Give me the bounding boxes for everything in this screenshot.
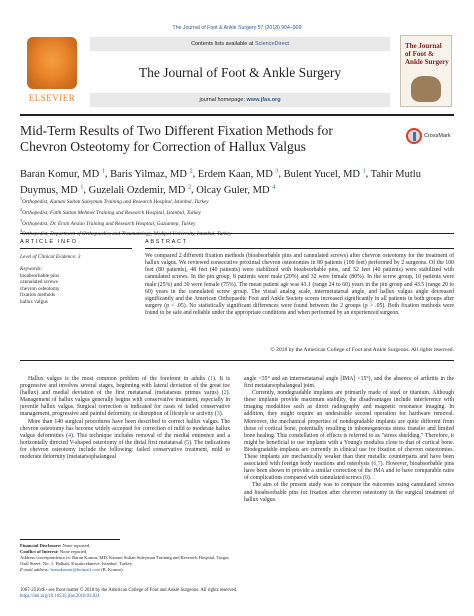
bottom-note [20, 588, 454, 600]
author-name: Bulent Yucel, MD $^1$ [283, 168, 366, 180]
masthead-rule [20, 114, 454, 116]
homepage-prefix: journal homepage: [199, 97, 247, 103]
citation-link[interactable]: 8 [365, 475, 368, 482]
email-line: E-mail address: barankomur@hotmail.com (B. Komur). [20, 567, 124, 572]
citation-link[interactable]: 5 [186, 439, 190, 446]
abstract-bottom-rule [20, 360, 454, 361]
author-affiliation-mark[interactable]: 1 [101, 168, 105, 174]
citation-link[interactable]: 1 [210, 376, 214, 382]
author-affiliation-mark[interactable]: 2 [187, 184, 191, 190]
article-title: Mid-Term Results of Two Different Fixation Methods for Chevron Osteotomy for Correction of Hallux Valgus [20, 123, 333, 154]
level-of-evidence: Level of Clinical Evidence: 3 [20, 254, 81, 260]
publisher-name: ELSEVIER [28, 93, 76, 103]
crossmark-label: CrossMark [424, 133, 451, 139]
body-paragraph: Hallux valgus is the most common problem of the forefront in adults (1). It is progressive and involves several stages, beginning with lateral deviation of the great toe (hallux) and medial deviation of the first metatarsal (metatarsus primus varus) (2). Management of hallux valgus generally begins with conservative treatment, especially in juvenile hallux valgus. Surgical correction is indicated for cases of failed conservative management, progressive and painful deformity, or disruption of lifestyle or activity (3). [20, 376, 231, 418]
author-name: Tahir Mutlu Duymus, MD $^1$ [20, 168, 421, 196]
financial-disclosure: Financial Disclosure: None reported. [20, 543, 91, 548]
front-matter-line: 1067-2516/$ - see front matter © 2018 by the American College of Foot and Ankle Surgeons. All rights reserved. [20, 588, 238, 593]
elsevier-tree-icon [27, 37, 77, 89]
foot-illustration-icon [411, 76, 441, 102]
author-name: Olcay Guler, MD $^4$ [196, 184, 276, 196]
body-paragraph: More than 140 surgical procedures have been described to correct hallux valgus. The chevron osteotomy has become widely accepted for correction of mild to moderate hallux valgus deformities (4). This technique includes removal of the medial eminence and a horizontally directed V-shaped osteotomy of the distal first metatarsal (5). The indications for chevron osteotomy include the following: failed conservative treatment, mild to moderate deformity (metatarsophalangeal [20, 418, 230, 461]
article-info-rule [20, 248, 132, 249]
body-paragraph: angle <35° and an intermetatarsal angle [IMA] <15°), and the absence of arthritis in the first metatarsophalangeal joint. [244, 376, 454, 390]
author-list: Baran Komur, MD $^1$, Baris Yilmaz, MD $^2$, Erdem Kaan, MD $^3$, Bulent Yucel, MD $^1$, Tahir Mutlu Duymus, MD $^1$, Guzelali Ozdemir, MD $^2$, Olcay Guler, MD $^4$ [20, 168, 421, 196]
affiliation-item: $^3$Orthopedist, Dr. Ersin Arslan Training and Research Hospital, Gaziantep, Turkey [20, 217, 196, 227]
abstract-heading: ABSTRACT [145, 239, 188, 245]
keywords-block [20, 266, 132, 306]
author-affiliation-mark[interactable]: 3 [275, 168, 279, 174]
body-paragraph: The aim of the present study was to compare the outcomes using cannulated screws and bioabsorbable pins for fixation after chevron osteotomy in the surgical treatment of hallux valgus. [244, 482, 454, 503]
sciencedirect-link[interactable]: ScienceDirect [254, 41, 289, 47]
copyright-line: © 2018 by the American College of Foot and Ankle Surgeons. All rights reserved. [270, 347, 454, 353]
body-left-column [20, 376, 230, 461]
citation-link[interactable]: 3 [216, 411, 220, 418]
keyword-item: cannulated screws [20, 279, 58, 286]
keyword-item: fixation methods [20, 292, 56, 299]
contents-bar [90, 37, 390, 51]
author-affiliation-mark[interactable]: 2 [189, 168, 193, 174]
body-paragraph: Currently, nondegradable implants are primarily made of steel or titanium. Although these implants provide maximum stability, the disadvantages include interference with imaging modalities such as direct radiography and magnetic resonance imaging. In addition, they might require an undesirable second operation for hardware removal. Moreover, the mechanical properties of nondegradable implants are quite different from those of cortical bone, potentially resulting in inhomogeneous stress transfer and limited bone healing. This constellation of effects is referred to as "stress shielding." Therefore, it might be beneficial to use implants with a Young's modulus close to that of cortical bone. Biodegradable implants are currently in clinical use for fixation of chevron osteotomies. These implants are mechanically weaker than their metallic counterparts and have been associated with foreign body reactions and osteolysis (6,7). However, bioabsorbable pins have been shown to provide a similar correction of the IMA and to have comparable rates of complications compared with cannulated screws (8). [244, 390, 454, 482]
title-band [90, 35, 390, 111]
keyword-item: bioabsorbable pins [20, 272, 60, 279]
affiliation-item: $^2$Orthopedist, Fatih Sultan Mehmet Training and Research Hospital, Istanbul, Turkey [20, 206, 202, 216]
homepage-bar [90, 93, 390, 107]
author-name: Baran Komur, MD $^1$ [20, 168, 105, 180]
running-head: The Journal of Foot & Ankle Surgery 57 (2018) 904–909 [172, 25, 302, 31]
citation-link[interactable]: 2 [223, 390, 227, 397]
homepage-link[interactable]: www.jfas.org [246, 97, 281, 103]
keyword-list [20, 273, 132, 306]
journal-name: The Journal of Foot & Ankle Surgery [138, 65, 342, 80]
citation-link[interactable]: 6,7 [373, 461, 381, 468]
author-affiliation-mark[interactable]: 4 [272, 184, 276, 190]
crossmark[interactable] [406, 125, 454, 149]
journal-cover [400, 35, 452, 107]
affiliation-item: $^4$Orthopedist, Department of Orthopaedics and Traumatology, Medipol University, Istanbul, Turkey [20, 228, 232, 238]
header-rule [20, 233, 454, 234]
keyword-item: hallux valgus [20, 298, 48, 305]
keywords-label: Keywords: [20, 266, 43, 272]
email-link[interactable]: barankomur@hotmail.com [50, 567, 100, 572]
conflict-of-interest: Conflict of Interest: None reported. [20, 549, 88, 554]
affiliation-list [20, 195, 454, 238]
footnotes [20, 543, 230, 573]
author-name: Erdem Kaan, MD $^3$ [197, 168, 279, 180]
abstract-text: We compared 2 different fixation methods (bioabsorbable pins and cannulated screws) after chevron osteotomy for the treatment of hallux valgus. We reviewed consecutive proximal chevron osteotomies in 80 patients (100 feet) performed by 2 surgeons. Of the 100 feet (80 patients), 48 feet (40 patients) were stabilized with bioabsorbable pins, and 52 feet (40 patients) were stabilized with cannulated screws. In the pin group, 8 patients were male (20%) and 32 were female (80%). In the screw group, 10 patients were male (25%) and 30 were female (75%). The mean patient age was 43.1 (range 24 to 60) years in the pin group and 43.5 (range 20 to 60) years in the cannulated screw group. The visual analog scale, intermetatarsal angle, and hallux valgus angle decreased significantly and the American Orthopaedic Foot and Ankle Society scores increased significantly in all patients in both groups after surgery (p < .05). No statistically significant differences were found between the 2 groups (p > .05). Both fixation methods were found to be safe and reliable under the appropriate conditions and when performed by an experienced surgeon. [145, 253, 454, 317]
elsevier-logo [20, 37, 84, 107]
masthead [20, 35, 454, 112]
author-affiliation-mark[interactable]: 1 [80, 184, 84, 190]
author-affiliation-mark[interactable]: 1 [362, 168, 366, 174]
footnote-rule [20, 539, 120, 540]
correspondence-address: Address correspondence to: Baran Komur, MD, Kanuni Sultan Suleyman Training and Research Hospital, Turgut Ozal Street, No: 1, Halkali, Kucukcekmece, Istanbul, Turkey. [20, 555, 229, 566]
author-name: Guzelali Ozdemir, MD $^2$ [88, 184, 191, 196]
affiliation-item: $^1$Orthopedist, Kanuni Sultan Suleyman Training and Research Hospital, Istanbul, Turkey [20, 196, 209, 205]
citation-link[interactable]: 4 [68, 432, 71, 439]
keyword-item: chevron osteotomy [20, 285, 60, 292]
contents-prefix: Contents lists available at [191, 41, 255, 47]
doi-link[interactable]: https://doi.org/10.1053/j.jfas.2018.03.021 [20, 594, 100, 599]
body-right-column [244, 376, 454, 504]
cover-title: The Journal of Foot & Ankle Surgery [405, 42, 449, 66]
abstract-rule [145, 248, 454, 249]
crossmark-icon [406, 128, 422, 144]
author-name: Baris Yilmaz, MD $^2$ [110, 168, 193, 180]
article-info-heading: ARTICLE INFO [20, 239, 78, 245]
